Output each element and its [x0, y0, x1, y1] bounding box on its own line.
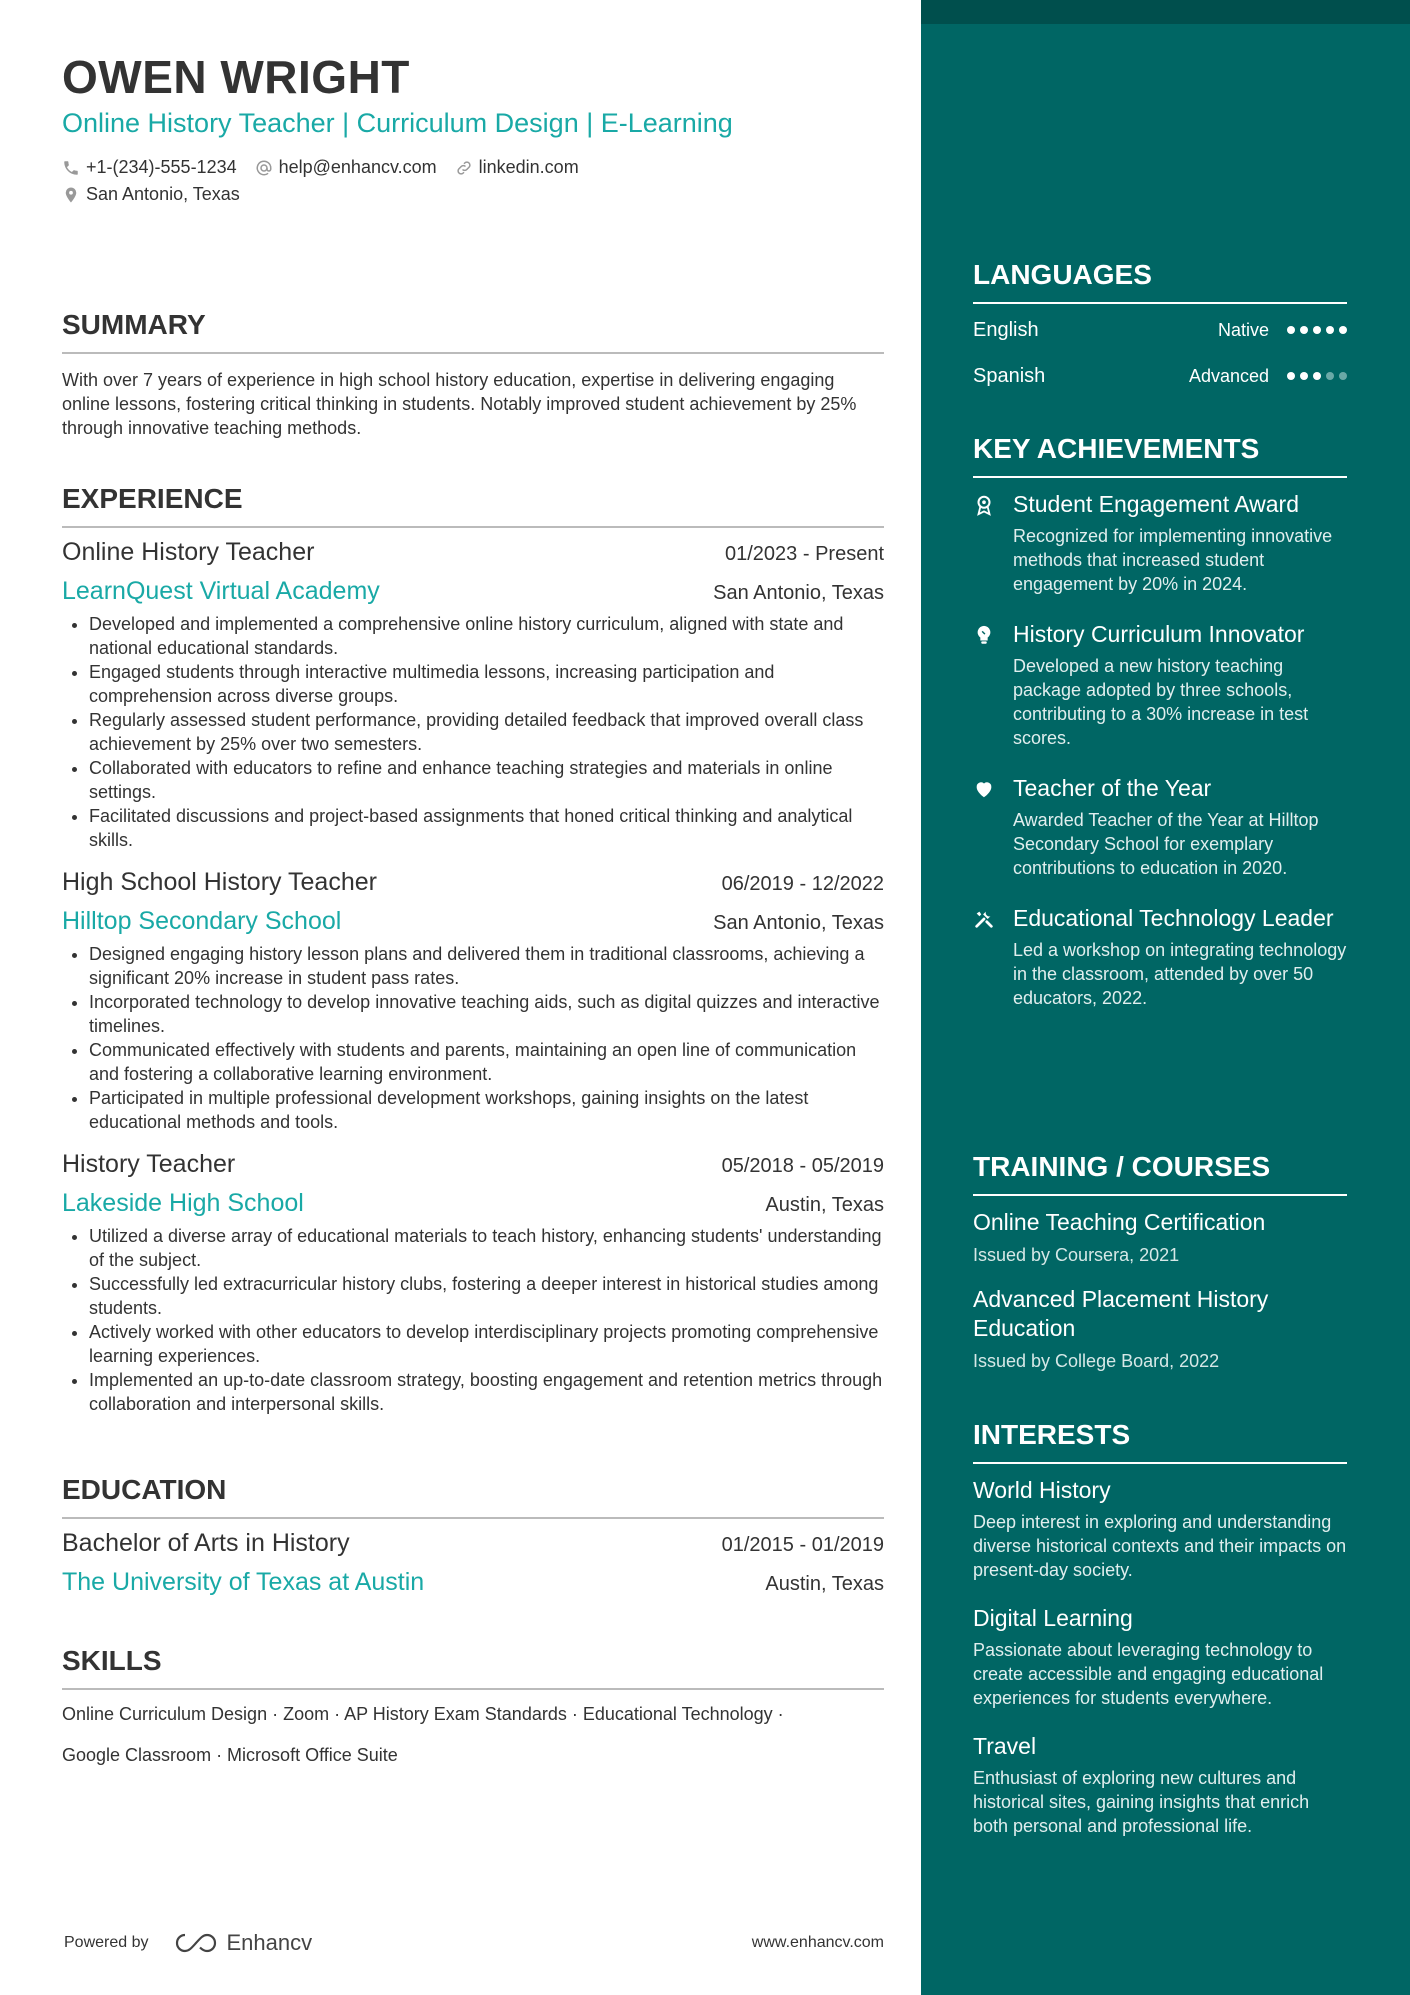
course-item [973, 1285, 1347, 1373]
at-icon [255, 159, 273, 177]
language-level: Advanced [1188, 365, 1269, 386]
interest-item [973, 1476, 1347, 1582]
achievement-title: Student Engagement Award [1013, 491, 1300, 517]
job-location: San Antonio, Texas [713, 912, 884, 934]
job-bullets [62, 612, 884, 852]
website-link[interactable]: www.enhancv.com [751, 1934, 884, 1951]
job-location: Austin, Texas [765, 1194, 884, 1216]
bullet-item: • Engaged students through interactive multimedia lessons, increasing participation and comprehension across diverse groups. [89, 660, 884, 708]
achievement-desc: Recognized for implementing innovative methods that increased student engagement by 20% in 2024. [1013, 526, 1333, 594]
education-date: 01/2015 - 01/2019 [721, 1534, 884, 1556]
footer [64, 1930, 884, 1956]
interest-title: Travel [973, 1733, 1037, 1759]
rating-dot [1287, 326, 1295, 334]
course-title: Online Teaching Certification [973, 1209, 1266, 1235]
job-location: San Antonio, Texas [713, 582, 884, 604]
language-name: Spanish [973, 364, 1046, 387]
interests-title: INTERESTS [973, 1419, 1131, 1450]
phone-text: +1-(234)-555-1234 [86, 157, 237, 177]
interest-desc: Enthusiast of exploring new cultures and historical sites, gaining insights that enrich both personal and professional life. [973, 1768, 1310, 1836]
courses-title: TRAINING / COURSES [973, 1151, 1271, 1182]
achievements-divider [973, 476, 1347, 478]
achievement-item [973, 620, 1347, 750]
summary-text: With over 7 years of experience in high school history education, expertise in delivering engaging online lessons, fostering critical thinking in students. Notably improved student achievement by 25% through innovative teaching methods. [62, 370, 857, 438]
rating-dot [1313, 372, 1321, 380]
languages-section [973, 258, 1347, 392]
school-name: The University of Texas at Austin [62, 1568, 425, 1596]
language-level: Native [1217, 319, 1269, 340]
courses-section [973, 1150, 1347, 1373]
rating-dot [1287, 372, 1295, 380]
course-issuer: Issued by College Board, 2022 [973, 1351, 1220, 1371]
skills-title: SKILLS [62, 1645, 162, 1676]
experience-section [62, 482, 884, 1416]
bullet-item: • Utilized a diverse array of educational materials to teach history, enhancing students' understanding of the subject. [89, 1224, 884, 1272]
interest-title: World History [973, 1477, 1111, 1503]
job-bullets [62, 942, 884, 1134]
bullet-item: • Collaborated with educators to refine and enhance teaching strategies and materials in online settings. [89, 756, 884, 804]
email-item[interactable] [255, 154, 437, 181]
rating-dot [1326, 372, 1334, 380]
job-title: History Teacher [62, 1150, 236, 1178]
lightbulb-icon [973, 624, 995, 646]
main-content [62, 50, 884, 1765]
job-title: Online History Teacher [62, 538, 315, 566]
summary-divider [62, 352, 884, 354]
skills-divider [62, 1688, 884, 1690]
skills-line-2: Google Classroom · Microsoft Office Suite [62, 1745, 398, 1765]
company-name: Lakeside High School [62, 1189, 304, 1217]
contact-info [62, 154, 884, 208]
bullet-item: • Designed engaging history lesson plans and delivered them in traditional classrooms, achieving a significant 20% increase in student pass rates. [89, 942, 884, 990]
job-date: 06/2019 - 12/2022 [721, 873, 884, 895]
bullet-item: • Incorporated technology to develop innovative teaching aids, such as digital quizzes and interactive timelines. [89, 990, 884, 1038]
experience-divider [62, 526, 884, 528]
sidebar-top-bar [921, 0, 1410, 24]
bullet-item: • Communicated effectively with students and parents, maintaining an open line of communication and fostering a collaborative learning environment. [89, 1038, 884, 1086]
bullet-item: • Successfully led extracurricular history clubs, fostering a deeper interest in historical studies among students. [89, 1272, 884, 1320]
company-name: Hilltop Secondary School [62, 907, 342, 935]
location-text: San Antonio, Texas [86, 184, 240, 204]
location-pin-icon [62, 186, 80, 204]
course-item [973, 1208, 1347, 1267]
bullet-item: • Facilitated discussions and project-based assignments that honed critical thinking and analytical skills. [89, 804, 884, 852]
job-entry [62, 538, 884, 852]
linkedin-item[interactable] [455, 154, 579, 181]
interest-desc: Deep interest in exploring and understanding diverse historical contexts and their impacts on present-day society. [973, 1512, 1347, 1580]
job-date: 01/2023 - Present [725, 543, 884, 565]
brand-name: Enhancv [226, 1930, 313, 1955]
bullet-item: • Actively worked with other educators to develop interdisciplinary projects promoting comprehensive learning experiences. [89, 1320, 884, 1368]
achievement-item [973, 490, 1347, 596]
interest-item [973, 1732, 1347, 1838]
achievement-desc: Developed a new history teaching package adopted by three schools, contributing to a 30% increase in test scores. [1013, 656, 1309, 748]
job-title: High School History Teacher [62, 868, 377, 896]
location-item [62, 181, 240, 208]
interest-title: Digital Learning [973, 1605, 1133, 1631]
course-title: Advanced Placement History Education [973, 1286, 1269, 1341]
education-section [62, 1473, 884, 1597]
job-bullets [62, 1224, 884, 1416]
link-icon [455, 159, 473, 177]
candidate-name: OWEN WRIGHT [62, 51, 410, 103]
education-title: EDUCATION [62, 1474, 227, 1505]
courses-divider [973, 1194, 1347, 1196]
sidebar [921, 0, 1410, 1995]
award-icon [973, 494, 995, 516]
language-rating [1287, 372, 1347, 380]
powered-by-label: Powered by [64, 1934, 149, 1951]
powered-by-group [64, 1930, 312, 1956]
job-entry [62, 868, 884, 1134]
bullet-item: • Regularly assessed student performance, providing detailed feedback that improved overall class achievement by 25% over two semesters. [89, 708, 884, 756]
email-text[interactable]: help@enhancv.com [278, 157, 437, 177]
language-row [973, 314, 1347, 346]
education-divider [62, 1517, 884, 1519]
bullet-item: • Implemented an up-to-date classroom strategy, boosting engagement and retention metrics through collaboration and interpersonal skills. [89, 1368, 884, 1416]
rating-dot [1300, 372, 1308, 380]
job-entry [62, 1150, 884, 1416]
heart-icon [973, 778, 995, 800]
bullet-item: • Participated in multiple professional development workshops, gaining insights on the latest educational methods and tools. [89, 1086, 884, 1134]
phone-icon [62, 159, 80, 177]
achievement-item [973, 774, 1347, 880]
degree-title: Bachelor of Arts in History [62, 1529, 350, 1557]
tagline: Online History Teacher | Curriculum Design | E-Learning [62, 108, 733, 138]
brand-logo[interactable] [173, 1930, 313, 1956]
achievement-desc: Led a workshop on integrating technology in the classroom, attended by over 50 educators, 2022. [1013, 940, 1347, 1008]
rating-dot [1339, 326, 1347, 334]
skills-section [62, 1644, 884, 1776]
achievement-desc: Awarded Teacher of the Year at Hilltop Secondary School for exemplary contributions to education in 2020. [1013, 810, 1319, 878]
achievement-title: Educational Technology Leader [1013, 905, 1334, 931]
achievements-section [973, 432, 1347, 1010]
languages-divider [973, 302, 1347, 304]
experience-title: EXPERIENCE [62, 483, 243, 514]
interest-desc: Passionate about leveraging technology to create accessible and engaging educational experiences for students everywhere. [973, 1640, 1324, 1708]
job-date: 05/2018 - 05/2019 [721, 1155, 884, 1177]
skills-line-1: Online Curriculum Design · Zoom · AP History Exam Standards · Educational Technology · [62, 1704, 784, 1724]
achievements-title: KEY ACHIEVEMENTS [973, 433, 1260, 464]
languages-title: LANGUAGES [973, 259, 1152, 290]
interests-section [973, 1418, 1347, 1838]
enhancv-logo-icon [173, 1931, 219, 1955]
summary-title: SUMMARY [62, 309, 206, 340]
rating-dot [1326, 326, 1334, 334]
bullet-item: • Developed and implemented a comprehensive online history curriculum, aligned with state and national educational standards. [89, 612, 884, 660]
summary-section [62, 308, 884, 440]
interests-divider [973, 1462, 1347, 1464]
rating-dot [1313, 326, 1321, 334]
course-issuer: Issued by Coursera, 2021 [973, 1245, 1180, 1265]
company-name: LearnQuest Virtual Academy [62, 577, 380, 605]
language-name: English [973, 318, 1039, 341]
achievement-title: History Curriculum Innovator [1013, 621, 1305, 647]
achievement-title: Teacher of the Year [1013, 775, 1212, 801]
achievement-item [973, 904, 1347, 1010]
language-row [973, 360, 1347, 392]
tools-icon [973, 908, 995, 930]
language-rating [1287, 326, 1347, 334]
phone-item [62, 154, 237, 181]
interest-item [973, 1604, 1347, 1710]
school-location: Austin, Texas [765, 1573, 884, 1595]
rating-dot [1300, 326, 1308, 334]
linkedin-text[interactable]: linkedin.com [478, 157, 579, 177]
rating-dot [1339, 372, 1347, 380]
